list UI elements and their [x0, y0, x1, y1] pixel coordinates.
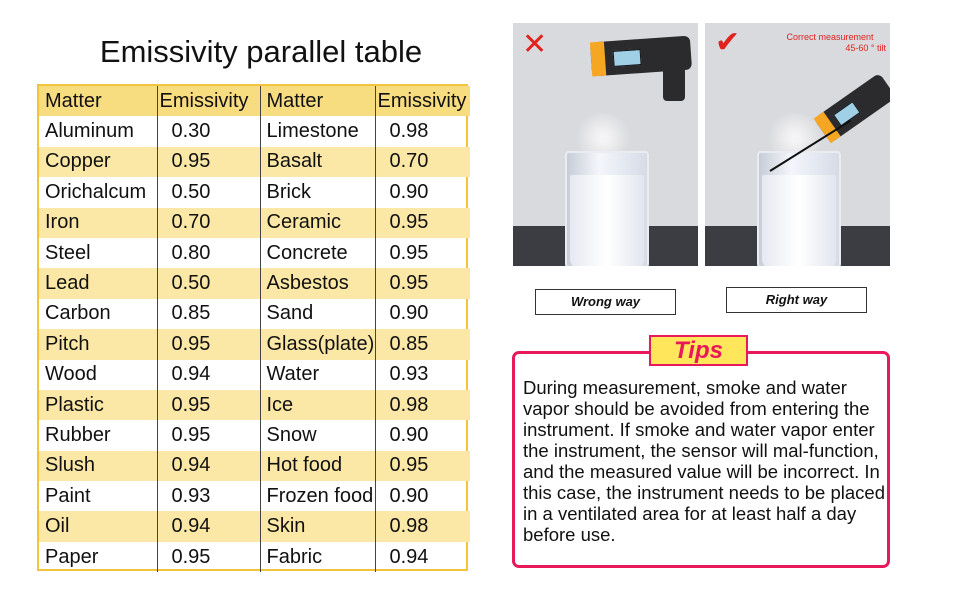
table-row [39, 451, 470, 481]
table-title: Emissivity parallel table [99, 34, 423, 69]
table-row [39, 390, 470, 420]
emissivity-cell: 0.93 [157, 481, 260, 511]
emissivity-cell: 0.50 [157, 268, 260, 298]
matter-cell: Iron [39, 208, 157, 238]
matter-cell: Basalt [260, 147, 375, 177]
emissivity-cell: 0.90 [389, 180, 429, 203]
right-way-photo [705, 23, 890, 266]
matter-cell: Oil [39, 511, 157, 541]
emissivity-cell: 0.70 [375, 147, 470, 177]
matter-cell: Slush [39, 451, 157, 481]
right-way-label: Right way [726, 287, 867, 313]
matter-cell: Carbon [39, 299, 157, 329]
matter-cell: Copper [39, 147, 157, 177]
matter-cell: Ceramic [260, 208, 375, 238]
emissivity-cell: 0.50 [157, 177, 260, 207]
emissivity-cell: 0.98 [375, 390, 470, 420]
header-matter-1: Matter [39, 86, 157, 116]
matter-cell: Aluminum [39, 116, 157, 146]
matter-cell: Sand [260, 299, 375, 329]
table-row [39, 329, 470, 359]
table-row [39, 511, 470, 541]
matter-cell: Paint [39, 481, 157, 511]
wrong-cross-icon: ✕ [522, 28, 548, 61]
emissivity-cell: 0.85 [375, 329, 470, 359]
emissivity-cell: 0.90 [389, 423, 429, 446]
emissivity-cell: 0.70 [157, 208, 260, 238]
matter-cell: Frozen food [260, 481, 375, 511]
thermometer-grip [663, 61, 685, 101]
table-row [39, 542, 470, 572]
emissivity-table [37, 84, 468, 571]
table-row [39, 481, 470, 511]
header-emissivity-2: Emissivity [375, 86, 470, 116]
matter-cell: Hot food [260, 451, 375, 481]
table-row [39, 360, 470, 390]
matter-cell: Concrete [260, 238, 375, 268]
matter-cell: Plastic [39, 390, 157, 420]
matter-cell: Brick [260, 177, 375, 207]
matter-cell: Fabric [260, 542, 375, 572]
table-row [39, 238, 470, 268]
matter-cell: Rubber [39, 420, 157, 450]
emissivity-cell: 0.95 [157, 542, 260, 572]
matter-cell: Lead [39, 268, 157, 298]
wrong-way-label: Wrong way [535, 289, 676, 315]
tips-label: Tips [649, 335, 748, 366]
note-line-2: 45-60 ° tilt [845, 43, 886, 53]
thermometer-gun [814, 73, 890, 143]
matter-cell: Asbestos [260, 268, 375, 298]
emissivity-cell: 0.95 [157, 390, 260, 420]
emissivity-cell: 0.85 [157, 299, 260, 329]
table-row [39, 147, 470, 177]
table-row [39, 299, 470, 329]
water-glass [757, 151, 841, 266]
matter-cell: Snow [260, 420, 375, 450]
emissivity-cell: 0.94 [389, 545, 429, 568]
emissivity-cell: 0.95 [389, 241, 429, 264]
emissivity-cell: 0.95 [375, 451, 470, 481]
header-emissivity-1: Emissivity [157, 86, 260, 116]
emissivity-cell: 0.94 [157, 360, 260, 390]
table-row [39, 177, 470, 207]
matter-cell: Orichalcum [39, 177, 157, 207]
emissivity-cell: 0.95 [157, 329, 260, 359]
emissivity-cell: 0.95 [157, 147, 260, 177]
tips-text: During measurement, smoke and water vapor should be avoided from entering the instrument. If smoke and water vapor enter the instrument, the sensor will mal-function, and the measured value will be incorrect. In this case, the instrument needs to be placed in a ventilated area for at least half a day before use. [523, 377, 885, 545]
emissivity-cell: 0.95 [157, 420, 260, 450]
matter-cell: Glass(plate) [260, 329, 375, 359]
emissivity-cell: 0.80 [157, 238, 260, 268]
table-row [39, 116, 470, 146]
matter-cell: Water [260, 360, 375, 390]
correct-check-icon: ✔ [715, 26, 741, 59]
emissivity-cell: 0.98 [375, 511, 470, 541]
matter-cell: Pitch [39, 329, 157, 359]
table-header-row [39, 86, 470, 116]
emissivity-cell: 0.95 [375, 268, 470, 298]
emissivity-cell: 0.94 [157, 451, 260, 481]
matter-cell: Wood [39, 360, 157, 390]
emissivity-cell: 0.93 [389, 363, 429, 386]
table-row [39, 208, 470, 238]
emissivity-cell: 0.90 [389, 484, 429, 507]
matter-cell: Skin [260, 511, 375, 541]
emissivity-cell: 0.30 [157, 116, 260, 146]
emissivity-cell: 0.98 [389, 120, 429, 143]
matter-cell: Steel [39, 238, 157, 268]
note-line-1: Correct measurement [786, 32, 874, 42]
emissivity-cell: 0.94 [157, 511, 260, 541]
matter-cell: Ice [260, 390, 375, 420]
emissivity-cell: 0.90 [389, 302, 429, 325]
correct-measurement-note [770, 32, 890, 54]
emissivity-cell: 0.95 [375, 208, 470, 238]
header-matter-2: Matter [260, 86, 375, 116]
table-row [39, 268, 470, 298]
matter-cell: Paper [39, 542, 157, 572]
table-row [39, 420, 470, 450]
matter-cell: Limestone [260, 116, 375, 146]
water-glass [565, 151, 649, 266]
